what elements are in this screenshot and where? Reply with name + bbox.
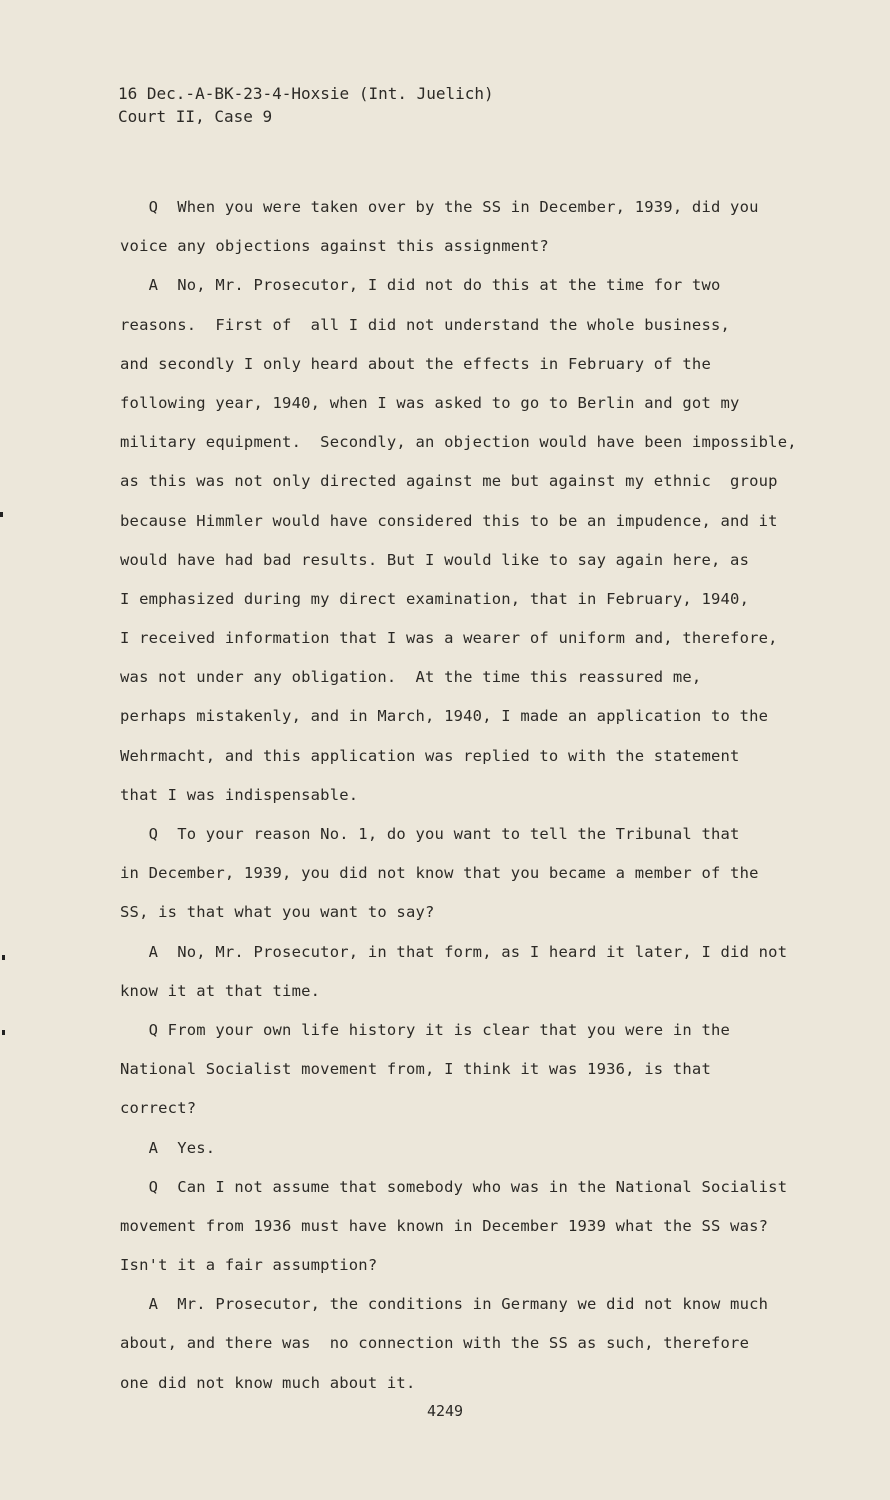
margin-mark xyxy=(0,512,3,517)
transcript-line: Q When you were taken over by the SS in December, 1939, did you xyxy=(120,198,759,216)
transcript-line: following year, 1940, when I was asked to go to Berlin and got my xyxy=(120,393,740,412)
transcript-line: as this was not only directed against me but against my ethnic group xyxy=(120,472,778,491)
transcript-line: I emphasized during my direct examination, that in February, 1940, xyxy=(120,589,750,608)
transcript-line: about, and there was no connection with the SS as such, therefore xyxy=(120,1334,750,1353)
transcript-line: movement from 1936 must have known in December 1939 what the SS was? xyxy=(120,1216,769,1235)
transcript-line: National Socialist movement from, I think it was 1936, is that xyxy=(120,1060,711,1079)
transcript-line: Isn't it a fair assumption? xyxy=(120,1256,378,1275)
transcript-body xyxy=(120,188,820,1403)
transcript-line: voice any objections against this assignment? xyxy=(120,237,549,256)
header-reference: 16 Dec.-A-BK-23-4-Hoxsie (Int. Juelich) xyxy=(118,84,494,103)
transcript-line: A No, Mr. Prosecutor, in that form, as I heard it later, I did not xyxy=(120,942,788,961)
transcript-line: know it at that time. xyxy=(120,981,321,1000)
transcript-line: Q To your reason No. 1, do you want to tell the Tribunal that xyxy=(120,825,740,843)
page-number: 4249 xyxy=(426,1402,464,1420)
transcript-line: that I was indispensable. xyxy=(120,785,359,804)
transcript-line: reasons. First of all I did not understand the whole business, xyxy=(120,315,731,334)
transcript-line: would have had bad results. But I would like to say again here, as xyxy=(120,550,750,569)
margin-mark xyxy=(2,955,5,960)
transcript-line: I received information that I was a wearer of uniform and, therefore, xyxy=(120,629,778,648)
document-header xyxy=(118,82,494,128)
transcript-line: military equipment. Secondly, an objection would have been impossible, xyxy=(120,433,797,452)
margin-mark xyxy=(2,1030,5,1035)
transcript-line: because Himmler would have considered this to be an impudence, and it xyxy=(120,511,778,530)
transcript-line: Q From your own life history it is clear that you were in the xyxy=(120,1020,731,1039)
transcript-line: was not under any obligation. At the time this reassured me, xyxy=(120,668,702,687)
transcript-line: Q Can I not assume that somebody who was in the National Socialist xyxy=(120,1177,788,1196)
transcript-line: perhaps mistakenly, and in March, 1940, I made an application to the xyxy=(120,707,769,726)
transcript-line: SS, is that what you want to say? xyxy=(120,903,435,922)
transcript-line: one did not know much about it. xyxy=(120,1373,416,1392)
transcript-line: A Yes. xyxy=(120,1138,216,1157)
transcript-line: A Mr. Prosecutor, the conditions in Germany we did not know much xyxy=(120,1295,769,1314)
transcript-line: Wehrmacht, and this application was replied to with the statement xyxy=(120,746,740,765)
transcript-line: A No, Mr. Prosecutor, I did not do this at the time for two xyxy=(120,276,721,295)
header-court-case: Court II, Case 9 xyxy=(118,107,273,126)
transcript-line: in December, 1939, you did not know that you became a member of the xyxy=(120,864,759,883)
transcript-line: and secondly I only heard about the effects in February of the xyxy=(120,354,711,373)
transcript-line: correct? xyxy=(120,1099,197,1118)
